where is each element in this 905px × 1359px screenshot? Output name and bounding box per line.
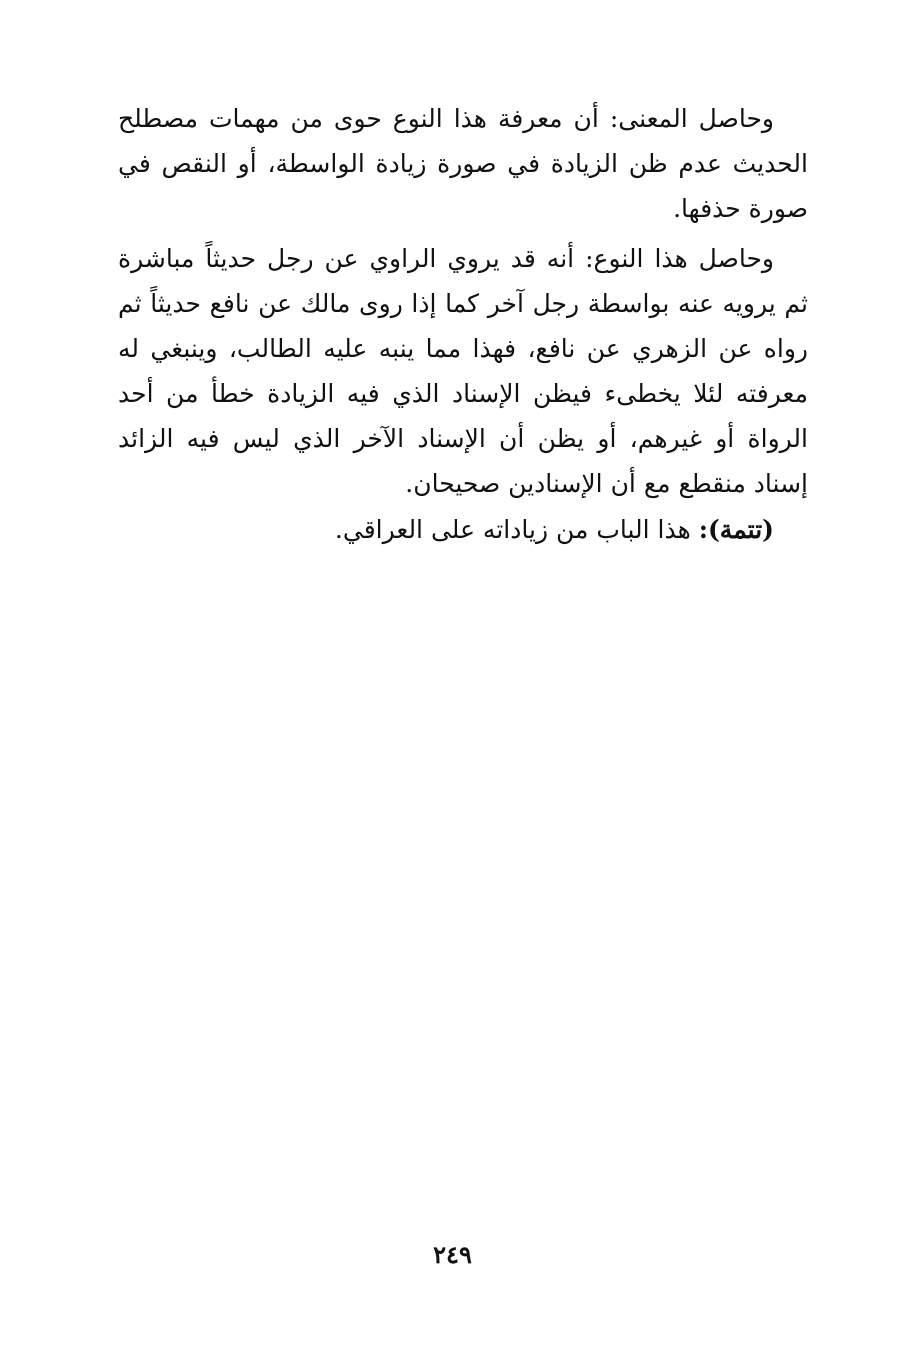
paragraph-type-summary bbox=[118, 236, 808, 506]
supplement-label: (تتمة): bbox=[698, 515, 774, 544]
paragraph-meaning-summary bbox=[118, 96, 808, 231]
paragraph-text: وحاصل هذا النوع: أنه قد يروي الراوي عن رجل حديثاً مباشرة ثم يرويه عنه بواسطة رجل آخر كما إذا روى مالك عن نافع حديثاً ثم رواه عن الزهري عن نافع، فهذا مما ينبه عليه الطالب، وينبغي له معرفته لئلا يخطىء فيظن الإسناد الذي فيه الزيادة خطأ من أحد الرواة أو غيرهم، أو يظن أن الإسناد الآخر الذي ليس فيه الزائد إسناد منقطع مع أن الإسنادين صحيحان. bbox=[118, 244, 808, 498]
paragraph-text: وحاصل المعنى: أن معرفة هذا النوع حوى من مهمات مصطلح الحديث عدم ظن الزيادة في صورة زيادة الواسطة، أو النقص في صورة حذفها. bbox=[118, 104, 808, 223]
supplement-text: هذا الباب من زياداته على العراقي. bbox=[334, 515, 699, 544]
page-number: ٢٤٩ bbox=[433, 1240, 472, 1269]
paragraph-text bbox=[118, 507, 808, 552]
paragraph-supplement bbox=[118, 507, 808, 552]
